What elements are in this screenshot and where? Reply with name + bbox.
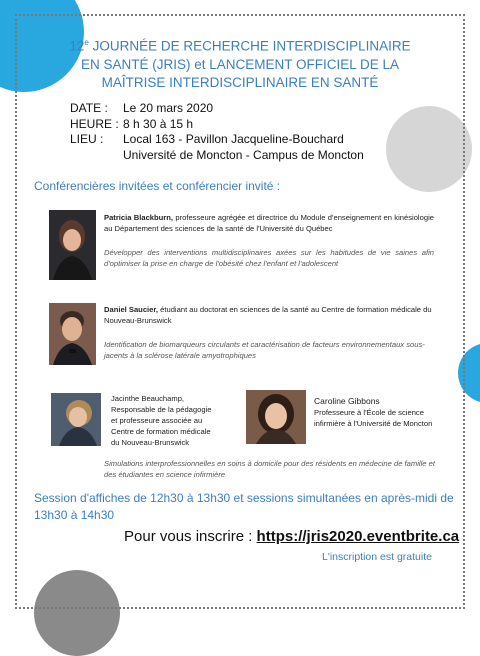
register-link[interactable]: https://jris2020.eventbrite.ca — [256, 528, 460, 545]
speaker-bio-beauchamp: Jacinthe Beauchamp, Responsable de la pédagogie et professeure associée au Centre de formation médicale du Nouveau-Brunswick — [111, 394, 212, 447]
speaker-photo-gibbons — [246, 390, 306, 444]
register-line — [124, 528, 459, 545]
register-label: Pour vous inscrire : — [124, 528, 257, 545]
talk-topic-saucier: Identification de biomarqueurs circulants et caractérisation de facteurs environnementaux sous-jacents à la sclérose latérale amyotrophiques — [104, 340, 425, 360]
speaker-bio-blackburn: Patricia Blackburn, professeure agrégée et directrice du Module d'enseignement en kinésiologie au Département des sciences de la santé de l'Université du Québec — [104, 213, 434, 233]
speaker-bio-gibbons: Caroline Gibbons Professeure à l'École de science infirmière à l'Université de Moncton — [314, 396, 433, 428]
place-value: Local 163 - Pavillon Jacqueline-Bouchard — [123, 132, 344, 146]
time-value: 8 h 30 à 15 h — [123, 116, 194, 131]
speakers-heading: Conférencières invitées et conférencier invité : — [34, 179, 281, 193]
date-value: Le 20 mars 2020 — [123, 101, 214, 115]
speaker-bio-saucier: Daniel Saucier, étudiant au doctorat en sciences de la santé au Centre de formation médicale du Nouveau-Brunswick — [104, 305, 432, 325]
sessions-info: Session d'affiches de 12h30 à 13h30 et sessions simultanées en après-midi de 13h30 à 14h30 — [34, 491, 454, 522]
talk-topic-blackburn: Développer des interventions multidisciplinaires axées sur les habitudes de vie saines afin d'optimiser la prise en charge de l'obésité chez l'enfant et l'adolescent — [104, 248, 434, 268]
event-title: 12e JOURNÉE DE RECHERCHE INTERDISCIPLINAIRE EN SANTÉ (JRIS) et LANCEMENT OFFICIEL DE LA MAÎTRISE INTERDISCIPLINAIRE EN SANTÉ — [69, 38, 411, 90]
event-details — [70, 101, 364, 163]
speaker-photo-beauchamp — [51, 393, 101, 446]
talk-topic-simulations: Simulations interprofessionnelles en soins à domicile pour des résidents en médecine de famille et des étudiantes en science infirmière — [104, 459, 435, 479]
place-label: LIEU : — [70, 132, 104, 146]
time-label: HEURE : — [70, 116, 119, 131]
speaker-photo-saucier — [49, 303, 96, 365]
place-value-2: Université de Moncton - Campus de Moncton — [123, 147, 364, 162]
date-label: DATE : — [70, 101, 108, 115]
free-registration-note: L'inscription est gratuite — [322, 551, 432, 563]
speaker-photo-blackburn — [49, 210, 96, 280]
